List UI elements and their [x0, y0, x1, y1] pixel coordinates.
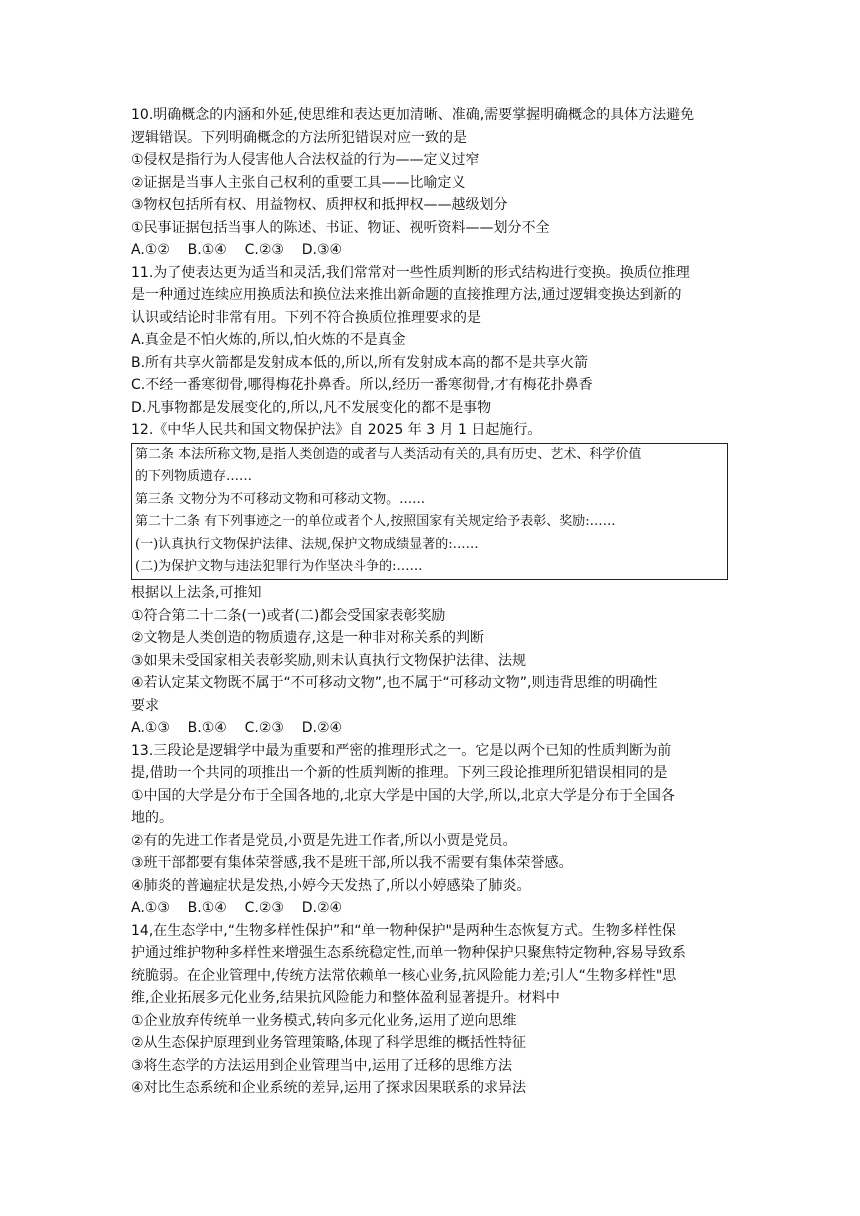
- q14-line: ④对比生态系统和企业系统的差异,运用了探求因果联系的求异法: [131, 1080, 526, 1097]
- exam-page: [131, 104, 731, 1100]
- q14-line: 统脆弱。在企业管理中,传统方法常依赖单一核心业务,抗风险能力差;引人“生物多样性"思: [131, 967, 677, 984]
- q14-line: 维,企业拓展多元化业务,结果抗风险能力和整体盈利显著提升。材料中: [131, 990, 560, 1007]
- q14-line: 护通过维护物种多样性来增强生态系统稳定性,而单一物种保护只聚焦特定物种,容易导致系: [131, 945, 686, 962]
- q13-line: 地的。: [131, 810, 173, 827]
- q12-line: ②文物是人类创造的物质遗存,这是一种非对称关系的判断: [131, 630, 484, 647]
- q14-line: 14,在生态学中,“生物多样性保护”和“单一物种保护"是两种生态恢复方式。生物多样性保: [131, 922, 676, 939]
- q14-line: ②从生态保护原理到业务管理策略,体现了科学思维的概括性特征: [131, 1035, 526, 1052]
- law-excerpt-line: 第三条 文物分为不可移动文物和可移动文物。……: [135, 491, 426, 507]
- q13-line: ②有的先进工作者是党员,小贾是先进工作者,所以小贾是党员。: [131, 832, 517, 849]
- law-excerpt-line: 第二条 本法所称文物,是指人类创造的或者与人类活动有关的,具有历史、艺术、科学价值: [135, 446, 642, 462]
- q12-intro: 12.《中华人民共和国文物保护法》自 2025 年 3 月 1 日起施行。: [131, 422, 542, 438]
- q11-line: 认识或结论时非常有用。下列不符合换质位推理要求的是: [131, 309, 481, 326]
- q11-option-c: C.不经一番寒彻骨,哪得梅花扑鼻香。所以,经历一番寒彻骨,才有梅花扑鼻香: [131, 377, 593, 393]
- law-excerpt-line: 第二十二条 有下列事迹之一的单位或者个人,按照国家有关规定给予表彰、奖励:……: [135, 514, 616, 530]
- q12-line: ①符合第二十二条(一)或者(二)都会受国家表彰奖励: [131, 607, 446, 624]
- q13-line: ①中国的大学是分布于全国各地的,北京大学是中国的大学,所以,北京大学是分布于全国各: [131, 787, 675, 804]
- q14-line: ③将生态学的方法运用到企业管理当中,运用了迁移的思维方法: [131, 1057, 512, 1074]
- law-excerpt-line: (二)为保护文物与违法犯罪行为作坚决斗争的:……: [135, 559, 423, 575]
- q13-line: ④肺炎的普遍症状是发热,小婷今天发热了,所以小婷感染了肺炎。: [131, 877, 531, 894]
- q10-line: ③物权包括所有权、用益物权、质押权和抵押权——越级划分: [131, 197, 508, 213]
- q13-options: A.①③ B.①④ C.②③ D.②④: [131, 900, 343, 917]
- q13-line: 提,借助一个共同的项推出一个新的性质判断的推理。下列三段论推理所犯错误相同的是: [131, 765, 668, 782]
- question-13: [131, 740, 731, 920]
- q12-line: 要求: [131, 697, 159, 714]
- q10-line: 逻辑错误。下列明确概念的方法所犯错误对应一致的是: [131, 129, 467, 146]
- law-excerpt-box: [131, 443, 728, 581]
- q10-line: ①民事证据包括当事人的陈述、书证、物证、视听资料——划分不全: [131, 219, 550, 236]
- q14-line: ①企业放弃传统单一业务模式,转向多元化业务,运用了逆向思维: [131, 1012, 517, 1029]
- q13-line: 13.三段论是逻辑学中最为重要和严密的推理形式之一。它是以两个已知的性质判断为前: [131, 742, 672, 759]
- q12-line: 根据以上法条,可推知: [131, 585, 262, 602]
- law-excerpt-line: (一)认真执行文物保护法律、法规,保护文物成绩显著的:……: [135, 536, 479, 552]
- question-12: [131, 419, 731, 740]
- q10-line: ①侵权是指行为人侵害他人合法权益的行为——定义过窄: [131, 152, 480, 168]
- q11-option-d: D.凡事物都是发展变化的,所以,凡不发展变化的都不是事物: [131, 399, 492, 416]
- q13-line: ③班干部都要有集体荣誉感,我不是班干部,所以我不需要有集体荣誉感。: [131, 855, 573, 872]
- q10-options: A.①② B.①④ C.②③ D.③④: [131, 242, 343, 258]
- question-11: [131, 262, 731, 420]
- q12-options: A.①③ B.①④ C.②③ D.②④: [131, 720, 343, 737]
- law-excerpt-line: 的下列物质遗存……: [135, 469, 253, 485]
- q10-line: 10.明确概念的内涵和外延,使思维和表达更加清晰、准确,需要掌握明确概念的具体方法避免: [131, 107, 695, 123]
- question-10: [131, 104, 731, 262]
- q10-line: ②证据是当事人主张自己权利的重要工具——比喻定义: [131, 174, 466, 191]
- q11-option-b: B.所有共享火箭都是发射成本低的,所以,所有发射成本高的都不是共享火箭: [131, 354, 588, 371]
- q12-line: ④若认定某文物既不属于“不可移动文物”,也不属于“可移动文物”,则违背思维的明确性: [131, 675, 658, 692]
- q11-line: 11.为了使表达更为适当和灵活,我们常常对一些性质判断的形式结构进行变换。换质位推理: [131, 264, 690, 281]
- q11-line: 是一种通过连续应用换质法和换位法来推出新命题的直接推理方法,通过逻辑变换达到新的: [131, 287, 682, 303]
- q11-option-a: A.真金是不怕火炼的,所以,怕火炼的不是真金: [131, 332, 406, 348]
- q12-line: ③如果未受国家相关表彰奖励,则未认真执行文物保护法律、法规: [131, 652, 526, 669]
- question-14: [131, 920, 731, 1100]
